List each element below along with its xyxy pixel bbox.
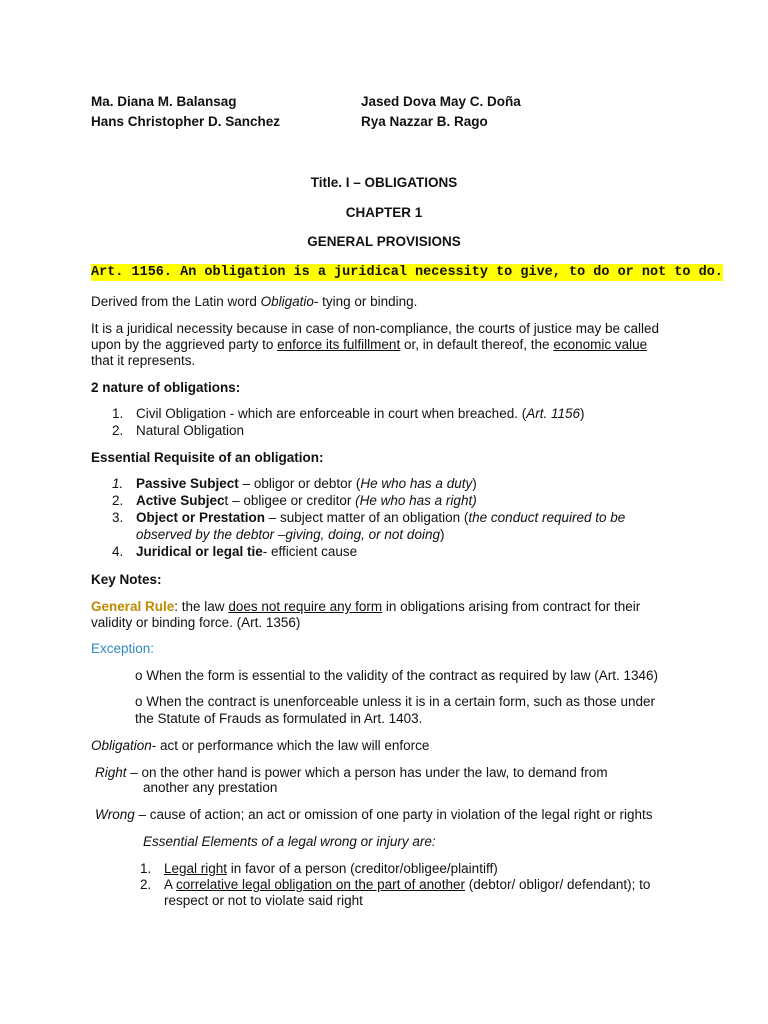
chapter-heading: CHAPTER 1 <box>345 205 423 220</box>
text: ) <box>439 527 445 542</box>
author-name: Rya Nazzar B. Rago <box>361 114 488 129</box>
note: (He who has a right) <box>355 493 477 508</box>
text: upon by the aggrieved party to <box>91 337 278 352</box>
underlined-text: enforce its fulfillment <box>277 337 401 352</box>
text: - act or performance which the law will enforce <box>151 738 430 753</box>
text: – cause of action; an act or omission of one party in violation of the legal right or rights <box>134 807 653 822</box>
keynotes-heading: Key Notes: <box>91 572 162 587</box>
article-statement <box>91 265 723 281</box>
definition-right-line: another any prestation <box>143 780 278 795</box>
term: Object or Prestation <box>136 510 266 525</box>
latin-word: Obligatio <box>260 294 314 309</box>
definition-right <box>95 765 608 781</box>
text: ) <box>472 476 477 491</box>
text: ) <box>580 406 585 421</box>
exception-item: o When the contract is unenforceable unless it is in a certain form, such as those under <box>135 694 656 709</box>
derived-paragraph <box>91 294 417 310</box>
exception-item-line: the Statute of Frauds as formulated in Art. 1403. <box>135 711 423 726</box>
text: Derived from the Latin word <box>91 294 261 309</box>
text: (debtor/ obligor/ defendant); to <box>464 877 651 892</box>
underlined-text: does not require any form <box>228 599 383 614</box>
text: - tying or binding. <box>313 294 418 309</box>
text: – obligor or debtor ( <box>238 476 361 491</box>
term: Active Subjec <box>136 493 225 508</box>
list-number: 2. <box>140 877 152 892</box>
text: : the law <box>174 599 229 614</box>
list-number: 4. <box>112 544 124 559</box>
note: He who has a duty <box>360 476 473 491</box>
note: the conduct required to be <box>468 510 626 525</box>
text: - efficient cause <box>262 544 358 559</box>
list-item <box>112 544 357 560</box>
list-number: 1. <box>112 406 124 421</box>
elements-heading: Essential Elements of a legal wrong or injury are: <box>143 834 436 849</box>
text: Civil Obligation - which are enforceable in court when breached. ( <box>136 406 527 421</box>
list-number: 1. <box>140 861 152 876</box>
list-number: 2. <box>112 423 124 438</box>
term: Obligation <box>91 738 152 753</box>
underlined-text: correlative legal obligation on the part of another <box>176 877 465 892</box>
underlined-text: economic value <box>553 337 648 352</box>
nature-heading: 2 nature of obligations: <box>91 380 241 395</box>
text: or, in default thereof, the <box>400 337 554 352</box>
list-item <box>112 423 244 439</box>
general-rule <box>91 599 640 615</box>
article-highlight: Art. 1156. An obligation is a juridical necessity to give, to do or not to do. <box>91 265 723 280</box>
list-item <box>112 510 625 526</box>
requisites-heading: Essential Requisite of an obligation: <box>91 450 324 465</box>
list-item-continuation: respect or not to violate said right <box>164 893 363 908</box>
section-heading: GENERAL PROVISIONS <box>307 234 461 249</box>
text: – on the other hand is power which a person has under the law, to demand from <box>126 765 608 780</box>
list-number: 1. <box>112 476 124 491</box>
definition-wrong <box>95 807 653 823</box>
text: – subject matter of an obligation ( <box>265 510 469 525</box>
document-title: Title. I – OBLIGATIONS <box>310 175 458 190</box>
citation: Art. 1156 <box>526 406 580 421</box>
list-item <box>112 406 585 422</box>
list-item-continuation <box>136 527 444 543</box>
text: A <box>164 877 177 892</box>
underlined-text: Legal right <box>164 861 228 876</box>
exception-label: Exception: <box>91 641 155 656</box>
necessity-line: that it represents. <box>91 353 196 368</box>
list-item <box>140 861 498 877</box>
list-number: 2. <box>112 493 124 508</box>
term: Juridical or legal tie <box>136 544 263 559</box>
list-number: 3. <box>112 510 124 525</box>
term: Passive Subject <box>136 476 239 491</box>
exception-item: o When the form is essential to the validity of the contract as required by law (Art. 1346) <box>135 668 658 683</box>
text: Natural Obligation <box>136 423 245 438</box>
term: Right <box>95 765 127 780</box>
text: – obligee or creditor <box>228 493 356 508</box>
list-item <box>112 476 477 492</box>
note: observed by the debtor –giving, doing, or not doing <box>136 527 440 542</box>
author-name: Ma. Diana M. Balansag <box>91 94 237 109</box>
author-name: Hans Christopher D. Sanchez <box>91 114 281 129</box>
list-item <box>140 877 650 893</box>
rule-label: General Rule <box>91 599 175 614</box>
term: Wrong <box>95 807 135 822</box>
general-rule-line: validity or binding force. (Art. 1356) <box>91 615 301 630</box>
list-item <box>112 493 477 509</box>
text: t <box>224 493 229 508</box>
necessity-line <box>91 337 647 353</box>
author-name: Jased Dova May C. Doña <box>361 94 521 109</box>
text: in obligations arising from contract for their <box>382 599 641 614</box>
definition-obligation <box>91 738 429 754</box>
necessity-line: It is a juridical necessity because in case of non-compliance, the courts of justice may be called <box>91 321 660 336</box>
text: in favor of a person (creditor/obligee/plaintiff) <box>227 861 498 876</box>
